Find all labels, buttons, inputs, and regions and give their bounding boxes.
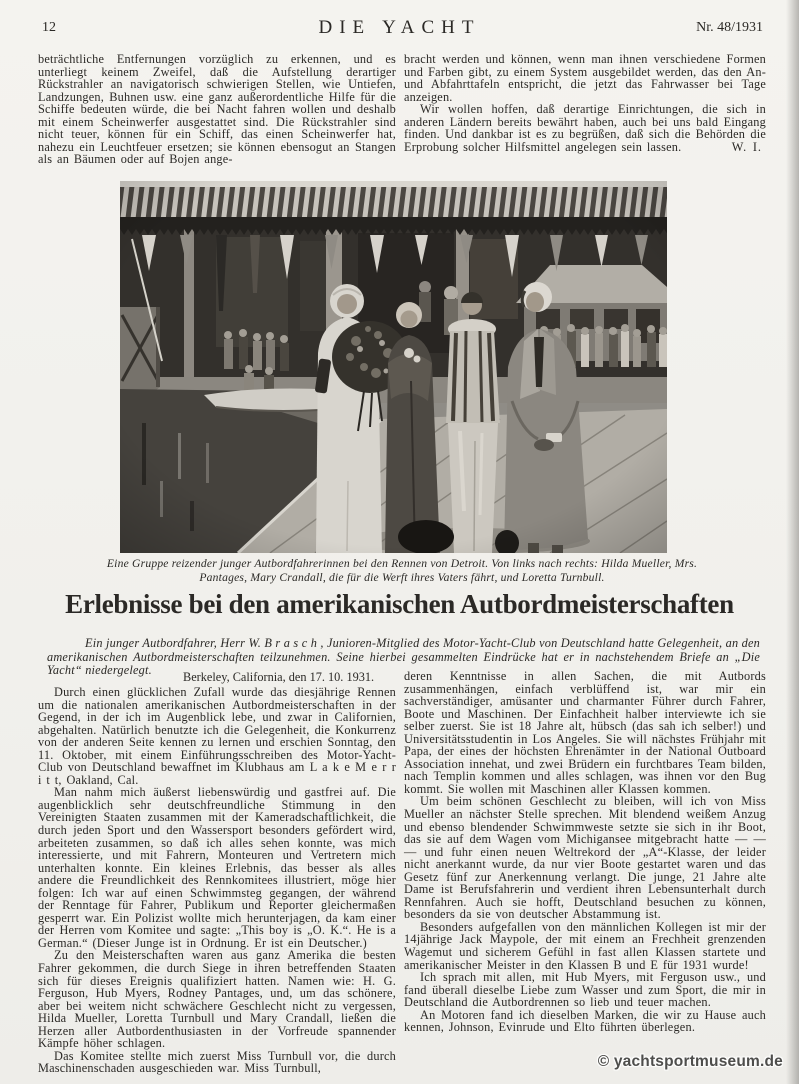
journal-title: DIE YACHT — [318, 17, 481, 38]
author-initials: W. I. — [731, 139, 762, 154]
group-photo-detroit-races — [120, 181, 667, 553]
body-paragraph: bracht werden und können, wenn man ihnen verschiedene Formen und Farben gibt, zu einem System ausgebildet werden, das den An- und Abfahrttafeln entspricht, die jetzt das Fahrwasser bei Tage anzeigen. — [404, 52, 766, 104]
body-paragraph: Besonders aufgefallen von den männlichen Kollegen ist mir der 14jährige Jack Maypole, der mit einem an Frechheit grenzenden Wagemut und sicherem Gefühl in fast allen Klassen startete und amerikanischer Meister in den Klassen B und E für 1931 wurde! — [404, 919, 766, 972]
top-article-left-column — [38, 53, 396, 166]
issue-number: Nr. 48/1931 — [696, 20, 763, 35]
article-right-column — [404, 670, 766, 1034]
dateline: Berkeley, California, den 17. 10. 1931. — [183, 670, 375, 684]
photo-illustration — [120, 181, 667, 553]
body-paragraph: Durch einen glücklichen Zufall wurde das diesjährige Rennen um die nationalen amerikanischen Autbordmeisterschaften in der Gegend, in der ich im Augenblick lebe, und zwar in Californien, abgehalten. Natürlich benutzte ich die Gelegenheit, die Konkurrenz von der anderen Seite kennen zu lernen und erschien Sonntag, den 11. Oktober, mit einem Einführungsschreiben des Motor-Yacht-Club von Deutschland bewaffnet im Klubhaus am L a k e M e r r i t t, Oakland, Cal. — [38, 685, 396, 787]
body-paragraph: An Motoren fand ich dieselben Marken, die wir zu Hause auch kennen, Johnson, Evinrude und Elto führten überlegen. — [404, 1007, 766, 1035]
page-number: 12 — [42, 20, 56, 35]
caption-line: Pantages, Mary Crandall, die für die Werft ihres Vaters fährt, und Loretta Turnbull. — [199, 570, 605, 584]
body-paragraph: Zu den Meisterschaften waren aus ganz Amerika die besten Fahrer gekommen, die durch Siege in ihren betreffenden Staaten sich für dieses Ereignis qualifiziert hatten. Namen wie: H. G. Ferguson, Hub Myers, Rodney Pantages, und, um das schönere, aber bei weitem nicht schwächere Geschlecht nicht zu vergessen, Hilda Mueller, Loretta Turnbull und Mary Crandall, ließen die Herzen aller Autbordenthusiasten in der Vorfreude spannender Kämpfe höher schlagen. — [38, 948, 396, 1051]
body-paragraph: beträchtliche Entfernungen vorzüglich zu erkennen, und es unterliegt keinem Zweifel, daß die Aufstellung derartiger Rückstrahler an navigatorisch schwierigen Stellen, wie Untiefen, Landzungen, Buhnen usw. eine ganz außerordentliche Hilfe für die Schiffe bedeuten würde, die bei Nacht fahren wollen und deshalb mit einem Scheinwerfer ausgestattet sind. Die Rückstrahler sind nicht teuer, können für ein Schiff, das einen Scheinwerfer hat, nahezu ein Leuchtfeuer ersetzen; sie können ebensogut an Stangen als an Bäumen oder auf Bojen ange- — [38, 52, 396, 167]
photo-caption — [52, 557, 752, 584]
watermark: © yachtsportmuseum.de — [597, 1053, 783, 1070]
caption-line: Eine Gruppe reizender junger Autbordfahrerinnen bei den Rennen von Detroit. Von links nach rechts: Hilda Mueller, Mrs. — [106, 557, 698, 570]
body-paragraph: Man nahm mich äußerst liebenswürdig und gastfrei auf. Die augenblicklich sehr deutschfreundliche Stimmung in den Vereinigten Staaten zusammen mit der Kameradschaftlichkeit, die durch jeden Sport und den Wassersport besonders gefördert wird, arbeiteten zusammen, so daß ich alles sehen konnte, was mich interessierte, und mit Fahrern, Monteuren und Vertretern mich unterhalten konnte. Ein kleines Erlebnis, das besser als alles andere die Freundlichkeit des Rennkomitees illustriert, möge hier folgen: Ich war auf einen Schwimmsteg gegangen, der während der Renntage für Fahrer, Publikum und Reporter gleichermaßen gesperrt war. Ein Polizist wollte mich herunterjagen, da kam einer der Herren vom Komitee und sagte: „This boy is „O. K.“. He is a German.“ (Dieser Junge ist in Ordnung. Er ist ein Deutscher.) — [38, 785, 396, 950]
body-paragraph — [404, 103, 766, 153]
body-paragraph: Das Komitee stellte mich zuerst Miss Turnbull vor, die durch Maschinenschaden ausgeschieden war. Miss Turnbull, — [38, 1048, 396, 1076]
paragraph-text: Wir wollen hoffen, daß derartige Einrichtungen, die sich in anderen Ländern bereits bewährt haben, auch bei uns bald Eingang finden. Und dankbar ist es zu begrüßen, daß sich die Behörden die Erprobung solcher Hilfsmittel angelegen sein lassen. — [404, 102, 766, 154]
body-paragraph: Um beim schönen Geschlecht zu bleiben, will ich von Miss Mueller an nächster Stelle sprechen. Mit blendend weißem Anzug und ebenso blendender Schwimmweste setzte sie sich in ihr Boot, das sie auf dem Wagen vom Michigansee mitgebracht hatte — — — und fuhr einen neuen Weltrekord der „A“-Klasse, der leider nicht anerkannt wurde, da nur vier Boote gestartet waren und das Gesetz fünf zur Anerkennung verlangt. Die junge, 21 Jahre alte Dame ist Berufsfahrerin und verdient ihren Lebensunterhalt durch Rennfahren. Auch sie hofft, Deutschland besuchen zu können, besonders da sie von deutscher Abstammung ist. — [404, 794, 766, 922]
article-intro: Ein junger Autbordfahrer, Herr W. B r a s c h , Junioren-Mitglied des Motor-Yacht-Club von Deutschland hatte Gelegenheit, an den amerikanischen Autbordmeisterschaften teilzunehmen. Seine hierbei gesammelten Eindrücke hat er in nachstehendem Briefe an „Die Yacht“ niedergelegt. — [47, 636, 760, 678]
article-headline: Erlebnisse bei den amerikanischen Autbordmeisterschaften — [65, 589, 734, 619]
top-article-right-column — [404, 53, 766, 153]
body-paragraph: Ich sprach mit allen, mit Hub Myers, mit Ferguson usw., und fand überall dieselbe Liebe zum Wasser und zum Sport, die mir in Deutschland die Autbordrennen so lieb und teuer machen. — [404, 970, 766, 1010]
body-paragraph: deren Kenntnisse in allen Sachen, die mit Autbords zusammenhängen, einfach verblüffend ist, war mir ein sachverständiger, amüsanter und charmanter Führer durch Fahrer, Boote und Maschinen. Der Einfachheit halber interviewte ich sie selber zuerst. Sie ist 18 Jahre alt, hübsch (das sah ich selber!) und Universitätsstudentin in Los Angeles. Sie will nächstes Frühjahr mit Papa, der eines der höchsten Ehrenämter in der National Outboard Association innehat, und zwei Brüdern ein furchtbares Team bilden, nach Templin kommen und alles schlagen, was ihnen vor den Bug kommt. Sie wollen mit Maschinen aller Klassen kommen. — [404, 669, 766, 796]
article-left-column — [38, 670, 396, 1075]
